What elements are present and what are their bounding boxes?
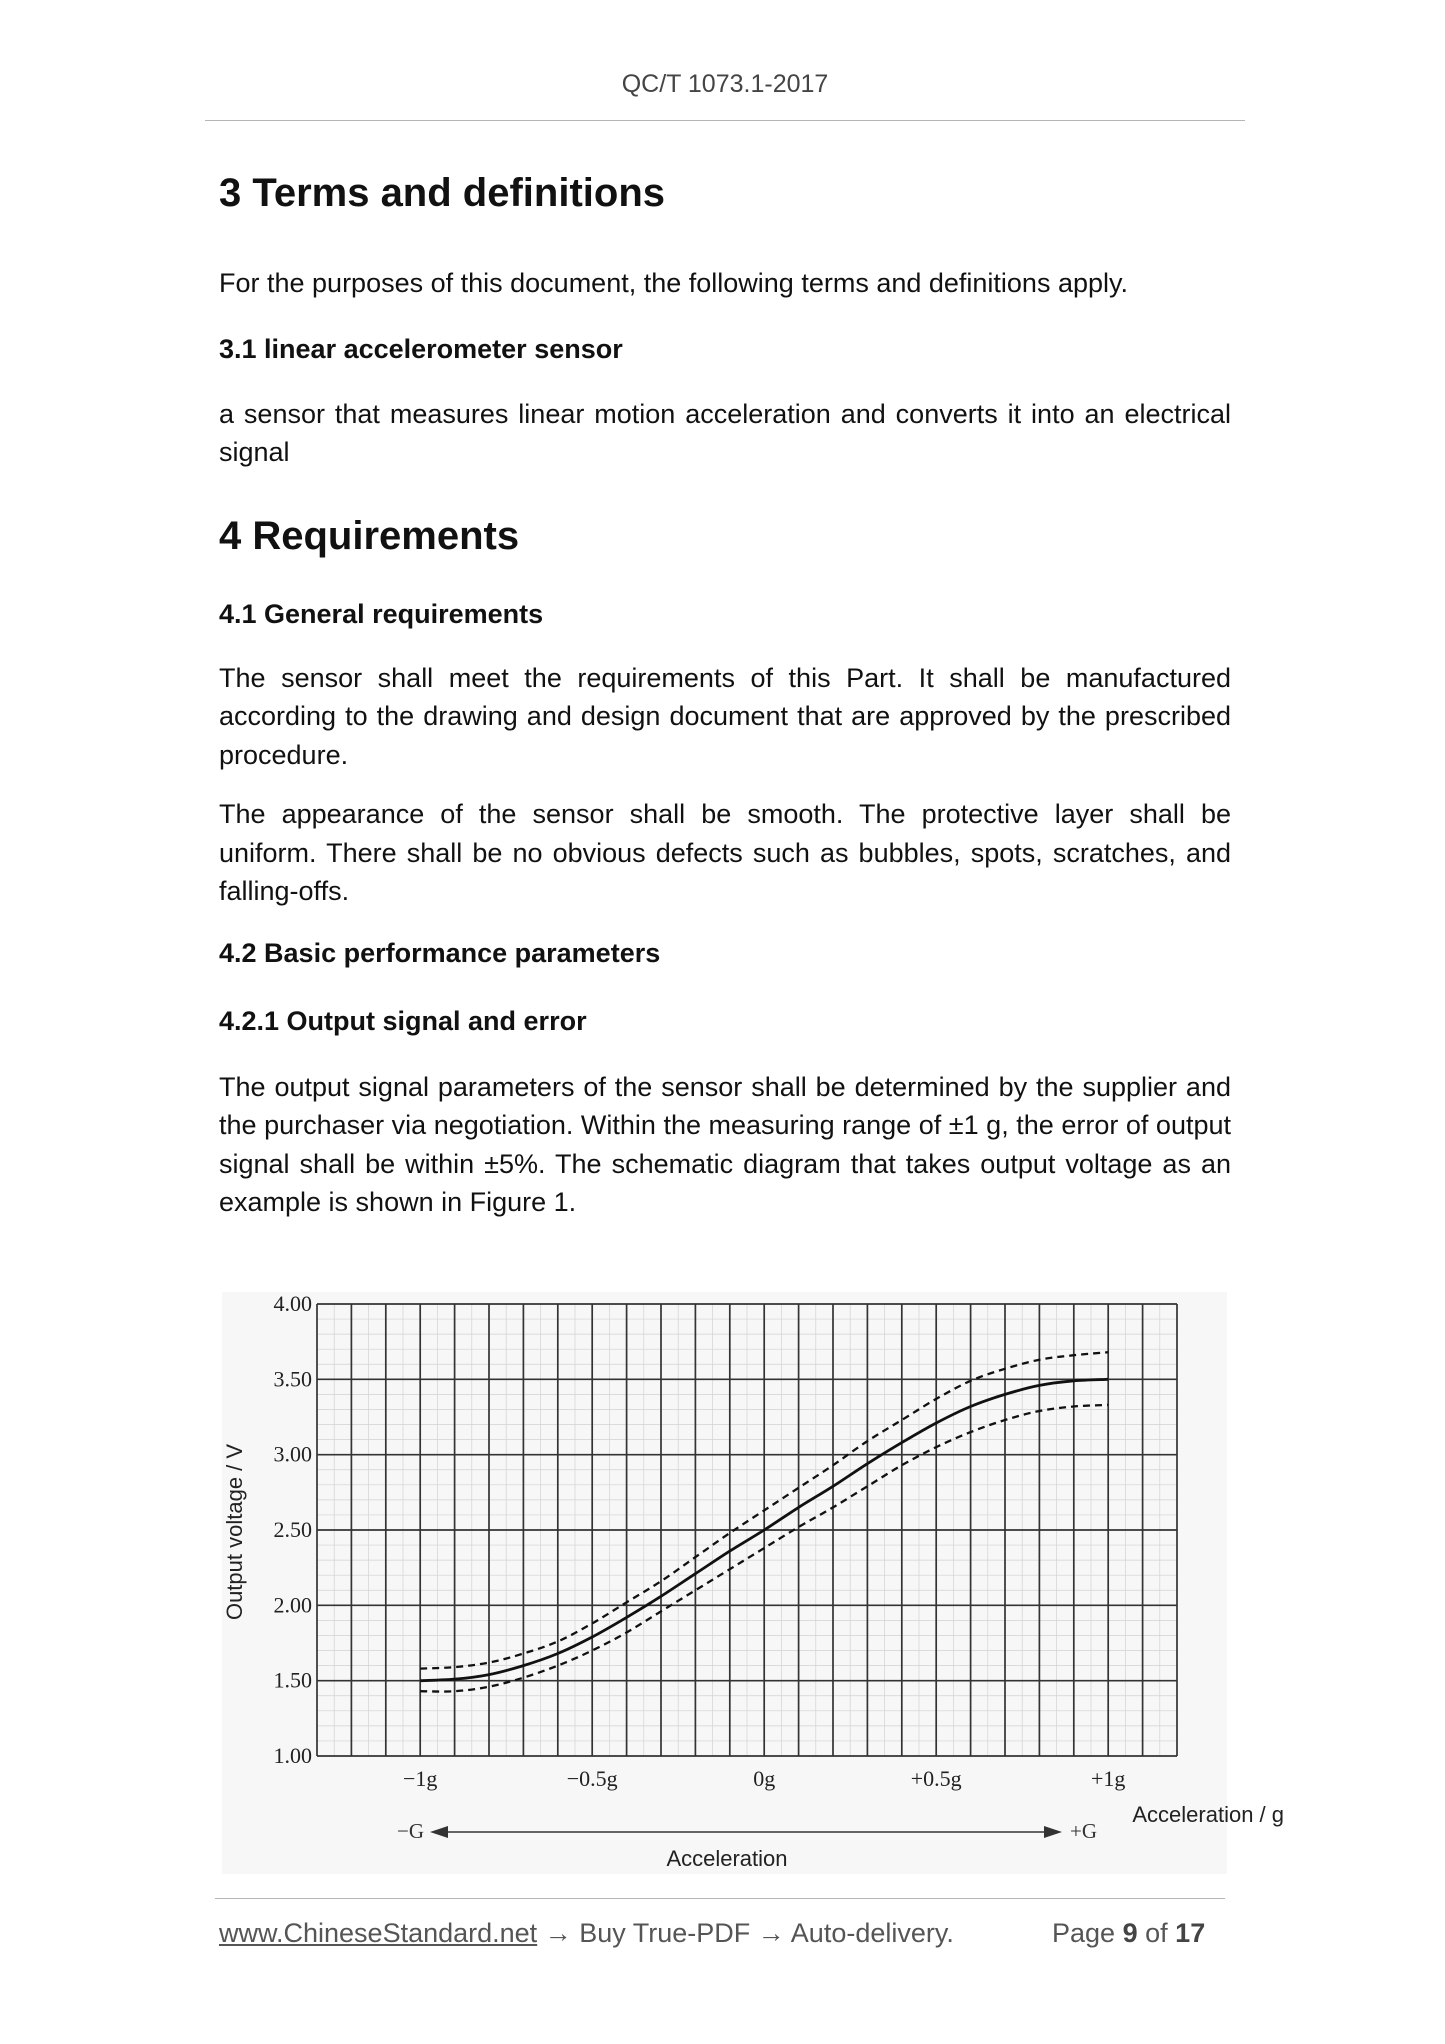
footer-rule [215, 1898, 1225, 1899]
current-page: 9 [1122, 1918, 1138, 1948]
footer-delivery-text: Auto-delivery. [790, 1918, 954, 1948]
footer-site-link[interactable]: www.ChineseStandard.net [219, 1918, 538, 1948]
range-left-label: −G [396, 1819, 424, 1843]
section-4-1-paragraph-2: The appearance of the sensor shall be smooth. The protective layer shall be uniform. There shall be no obvious defects such as bubbles, spots, scratches, and falling-offs. [219, 799, 1231, 906]
range-right-label: +G [1070, 1819, 1098, 1843]
term-3-1-heading: 3.1 linear accelerometer sensor [219, 333, 623, 364]
section-4-1-heading: 4.1 General requirements [219, 598, 544, 629]
x-tick-label: +0.5g [910, 1766, 962, 1791]
y-tick-label: 4.00 [273, 1292, 312, 1316]
footer-arrow-icon: → [544, 1918, 572, 1948]
term-3-1-definition: a sensor that measures linear motion acceleration and converts it into an electrical signal [219, 398, 1231, 467]
footer-page-number [1052, 1918, 1205, 1949]
section-4-2-1-paragraph: The output signal parameters of the sensor shall be determined by the supplier and the purchaser via negotiation. Within the measuring range of ±1 g, the error of output signal shall be within ±5%. The schematic diagram that takes output voltage as an example is shown in Figure 1. [219, 1071, 1231, 1217]
output-voltage-chart-svg [222, 1292, 1292, 1874]
footer-promo [219, 1918, 954, 1949]
figure-1-chart [222, 1292, 1292, 1874]
total-pages: 17 [1175, 1918, 1206, 1948]
y-tick-label: 1.50 [273, 1667, 312, 1693]
header-rule [205, 120, 1245, 121]
footer-arrow-icon: → [757, 1918, 785, 1948]
page-header: QC/T 1073.1-2017 [621, 70, 829, 98]
x-tick-label: −1g [402, 1766, 438, 1791]
x-axis-label: Acceleration / g [1132, 1802, 1284, 1827]
x-tick-label: −0.5g [566, 1766, 618, 1791]
section-4-2-heading: 4.2 Basic performance parameters [219, 937, 661, 968]
x-tick-label: 0g [753, 1766, 776, 1791]
of-word: of [1145, 1918, 1168, 1948]
y-axis-label: Output voltage / V [222, 1443, 247, 1621]
acceleration-range-label: Acceleration [666, 1846, 788, 1871]
y-tick-label: 3.00 [273, 1441, 312, 1467]
section-4-heading: 4 Requirements [219, 513, 520, 558]
page-word: Page [1052, 1918, 1116, 1948]
section-3-intro: For the purposes of this document, the following terms and definitions apply. [219, 268, 1128, 298]
section-4-2-1-heading: 4.2.1 Output signal and error [219, 1005, 587, 1036]
y-tick-label: 3.50 [273, 1366, 312, 1392]
footer-buy-text: Buy True-PDF [579, 1918, 751, 1948]
y-tick-label: 2.00 [273, 1592, 312, 1618]
x-tick-label: +1g [1090, 1766, 1126, 1791]
section-3-heading: 3 Terms and definitions [219, 171, 665, 215]
y-tick-label: 1.00 [273, 1743, 312, 1768]
page-content [219, 170, 1231, 1222]
section-4-1-paragraph-1: The sensor shall meet the requirements of this Part. It shall be manufactured according to the drawing and design document that are approved by the prescribed procedure. [219, 662, 1231, 770]
y-tick-label: 2.50 [273, 1517, 312, 1542]
